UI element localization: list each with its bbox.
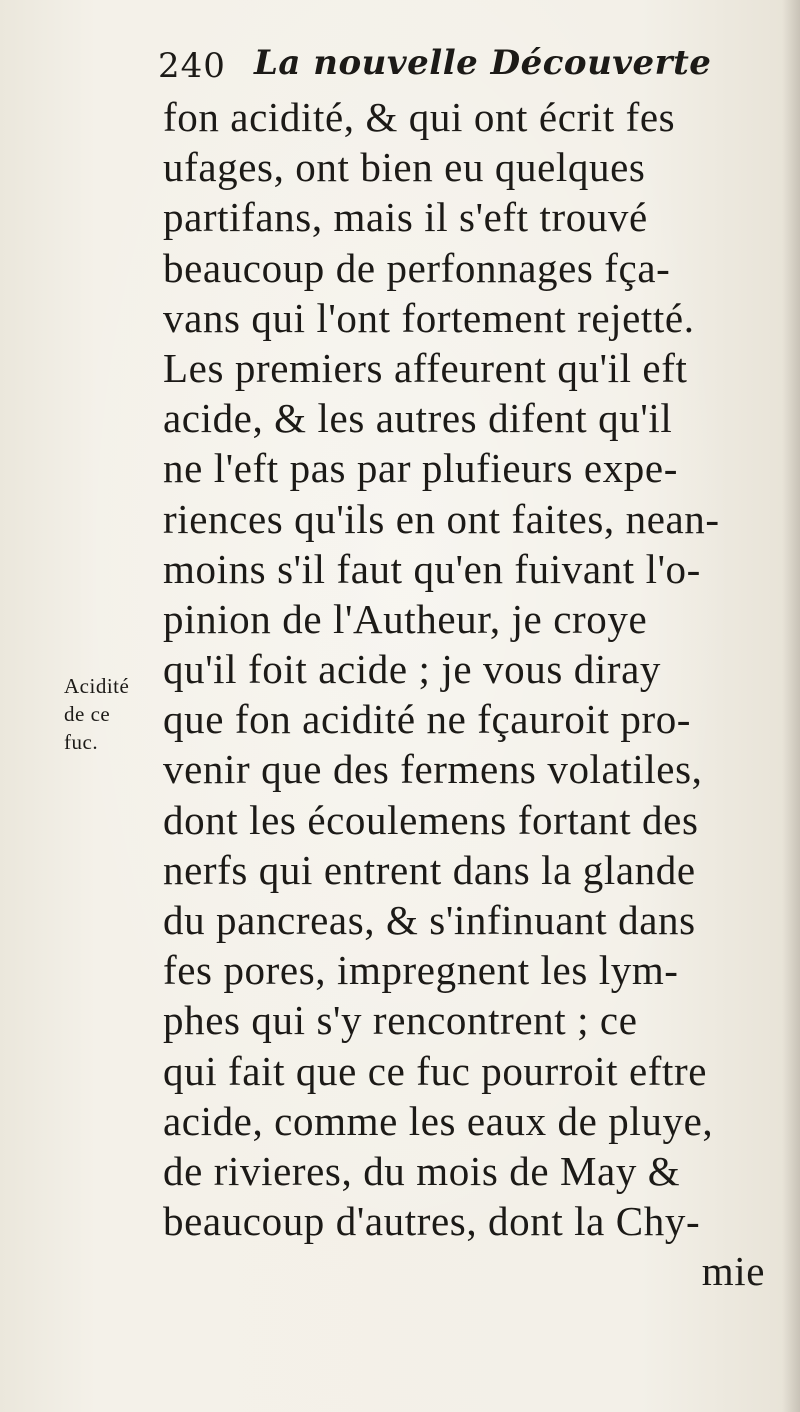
text-line: qui fait que ce fuc pourroit eftre [163,1047,708,1094]
body-text [163,92,783,1297]
text-line: fon acidité, & qui ont écrit fes [163,94,676,140]
text-line: pinion de l'Autheur, je croye [163,595,648,642]
text-line: phes qui s'y rencontrent ; ce [163,997,638,1044]
margin-note-line: Acidité [64,674,130,698]
running-title: La nouvelle Découverte [254,43,712,83]
catchword: mie [701,1248,765,1295]
text-line: de rivieres, du mois de May & [163,1147,681,1194]
text-line: fes pores, impregnent les lym- [163,947,679,994]
text-line: ufages, ont bien eu quelques [163,144,646,191]
text-line: du pancreas, & s'infinuant dans [163,897,696,943]
text-line: venir que des fermens volatiles, [163,746,703,793]
text-line: beaucoup de perfonnages fça- [163,244,671,291]
text-line: Les premiers affeurent qu'il eft [163,344,688,391]
margin-note-line: fuc. [64,730,99,754]
page-number: 240 [158,46,226,86]
text-line: acide, comme les eaux de pluye, [163,1097,714,1144]
margin-note [64,672,154,756]
text-line: riences qu'ils en ont faites, nean- [163,495,720,542]
text-line: vans qui l'ont fortement rejetté. [163,294,695,341]
text-line: nerfs qui entrent dans la glande [163,846,696,893]
text-line: moins s'il faut qu'en fuivant l'o- [163,545,701,592]
text-line: dont les écoulemens fortant des [163,796,699,843]
text-line: que fon acidité ne fçauroit pro- [163,696,692,743]
text-line: acide, & les autres difent qu'il [163,395,673,442]
text-line: partifans, mais il s'eft trouvé [163,194,648,241]
text-line: ne l'eft pas par plufieurs expe- [163,445,678,492]
text-line: qu'il foit acide ; je vous diray [163,646,661,693]
margin-note-line: de ce [64,702,111,726]
page-header [158,38,758,90]
text-line: beaucoup d'autres, dont la Chy- [163,1198,701,1245]
page-edge-shadow [782,0,800,1412]
